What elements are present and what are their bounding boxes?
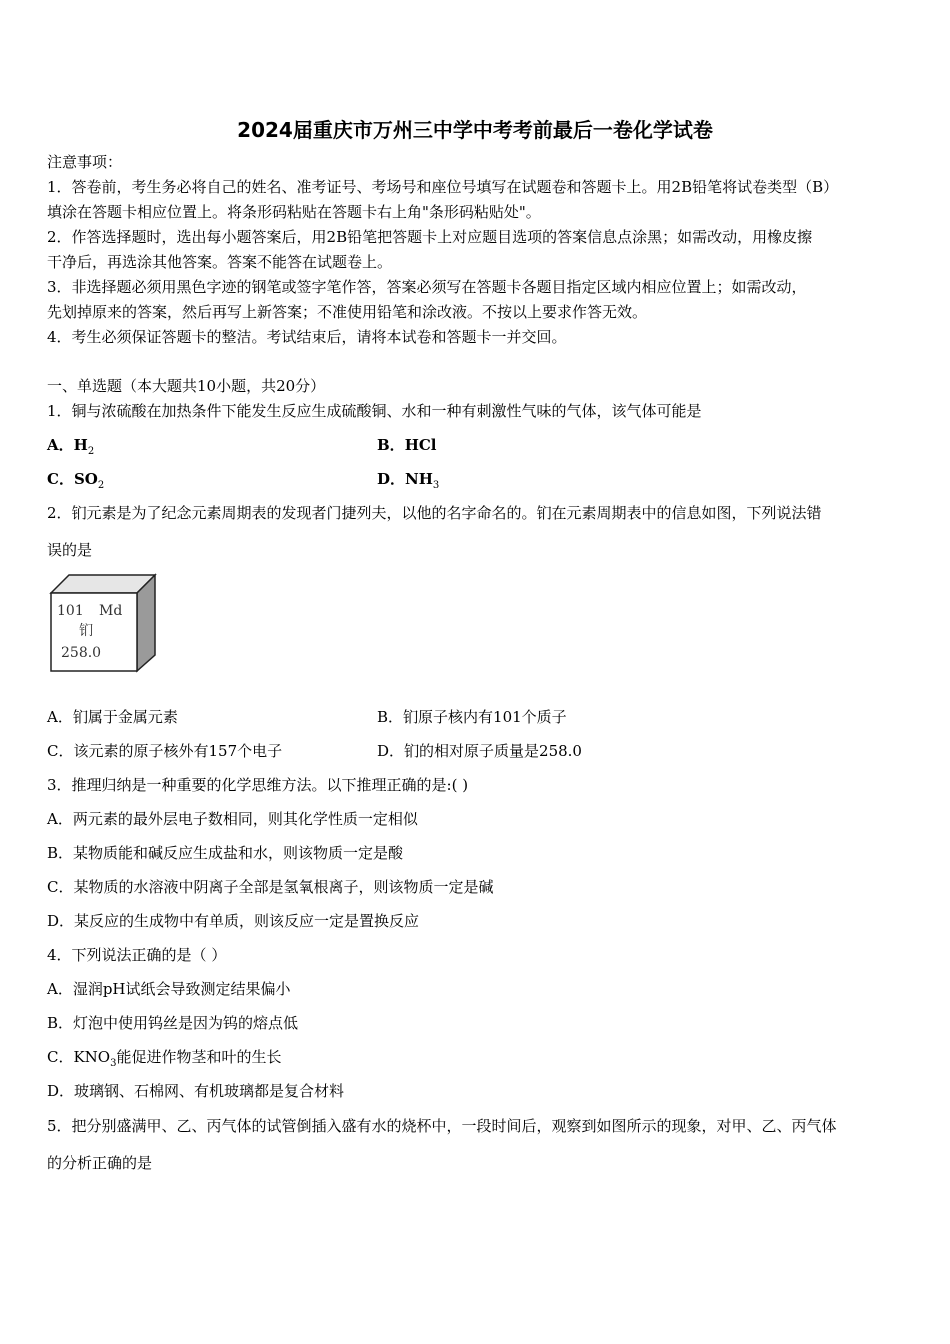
notice-line-1: 1．答卷前，考生务必将自己的姓名、准考证号、考场号和座位号填写在试题卷和答题卡上。用2B铅笔将试卷类型（B） xyxy=(47,178,839,196)
page-title: 2024届重庆市万州三中学中考考前最后一卷化学试卷 xyxy=(237,118,713,142)
notice-line-2: 填涂在答题卡相应位置上。将条形码粘贴在答题卡右上角"条形码粘贴处"。 xyxy=(47,203,541,221)
question-2-option-d: D．钔的相对原子质量是258.0 xyxy=(377,742,582,760)
question-5-stem-line-2: 的分析正确的是 xyxy=(47,1154,153,1172)
question-3-stem: 3．推理归纳是一种重要的化学思维方法。以下推理正确的是:( ) xyxy=(47,776,469,794)
option-text: 能促进作物茎和叶的生长 xyxy=(116,1048,282,1066)
question-4-option-c xyxy=(47,1047,282,1074)
option-label: B． xyxy=(377,436,405,454)
question-2-stem-line-1: 2．钔元素是为了纪念元素周期表的发现者门捷列夫，以他的名字命名的。钔在元素周期表中的信息如图，下列说法错 xyxy=(47,504,822,522)
question-4-stem: 4．下列说法正确的是（ ） xyxy=(47,946,227,964)
element-name: 钔 xyxy=(79,623,93,639)
question-2-stem-line-2: 误的是 xyxy=(47,541,93,559)
question-2-option-a: A．钔属于金属元素 xyxy=(47,708,178,726)
formula: HCl xyxy=(404,436,437,454)
option-label: C． xyxy=(47,470,74,488)
question-4-option-d: D．玻璃钢、石棉网、有机玻璃都是复合材料 xyxy=(47,1082,345,1100)
cube-side-face xyxy=(137,575,155,671)
question-3-option-c: C．某物质的水溶液中阴离子全部是氢氧根离子，则该物质一定是碱 xyxy=(47,878,494,896)
section-heading: 一、单选题（本大题共10小题，共20分） xyxy=(47,377,326,395)
question-1-option-b xyxy=(377,435,437,455)
option-label: D． xyxy=(377,470,406,488)
question-3-option-d: D．某反应的生成物中有单质，则该反应一定是置换反应 xyxy=(47,912,420,930)
subscript: 2 xyxy=(97,480,105,491)
question-3-option-b: B．某物质能和碱反应生成盐和水，则该物质一定是酸 xyxy=(47,844,404,862)
notice-heading: 注意事项： xyxy=(47,153,123,171)
atomic-number: 101 xyxy=(57,603,84,619)
question-1-option-d xyxy=(377,469,439,496)
atomic-mass: 258.0 xyxy=(61,645,102,661)
element-symbol: Md xyxy=(99,603,123,619)
notice-line-3: 2．作答选择题时，选出每小题答案后，用2B铅笔把答题卡上对应题目选项的答案信息点涂黑；如需改动，用橡皮擦 xyxy=(47,228,813,246)
option-label: A． xyxy=(47,436,74,454)
formula: NH xyxy=(405,470,433,488)
notice-line-6: 先划掉原来的答案，然后再写上新答案；不准使用铅笔和涂改液。不按以上要求作答无效。 xyxy=(47,303,648,321)
question-1-option-a xyxy=(47,435,94,462)
question-2-option-c: C．该元素的原子核外有157个电子 xyxy=(47,742,283,760)
question-5-stem-line-1: 5．把分别盛满甲、乙、丙气体的试管倒插入盛有水的烧杯中，一段时间后，观察到如图所示的现象，对甲、乙、丙气体 xyxy=(47,1117,837,1135)
subscript: 2 xyxy=(87,446,95,457)
option-text: C．KNO xyxy=(47,1048,111,1066)
question-4-option-b: B．灯泡中使用钨丝是因为钨的熔点低 xyxy=(47,1014,299,1032)
formula: SO xyxy=(73,470,98,488)
question-1-option-c xyxy=(47,469,104,496)
question-1-stem: 1．铜与浓硫酸在加热条件下能发生反应生成硫酸铜、水和一种有刺激性气味的气体，该气体可能是 xyxy=(47,402,702,420)
notice-line-7: 4．考生必须保证答题卡的整洁。考试结束后，请将本试卷和答题卡一并交回。 xyxy=(47,328,567,346)
notice-line-5: 3．非选择题必须用黑色字迹的钢笔或签字笔作答，答案必须写在答题卡各题目指定区域内相应位置上；如需改动， xyxy=(47,278,807,296)
question-4-option-a: A．湿润pH试纸会导致测定结果偏小 xyxy=(47,980,291,998)
notice-line-4: 干净后，再选涂其他答案。答案不能答在试题卷上。 xyxy=(47,253,393,271)
element-cube-figure xyxy=(47,571,157,673)
question-3-option-a: A．两元素的最外层电子数相同，则其化学性质一定相似 xyxy=(47,810,418,828)
question-2-option-b: B．钔原子核内有101个质子 xyxy=(377,708,567,726)
formula: H xyxy=(73,436,88,454)
subscript: 3 xyxy=(110,1058,117,1069)
subscript: 3 xyxy=(432,480,440,491)
